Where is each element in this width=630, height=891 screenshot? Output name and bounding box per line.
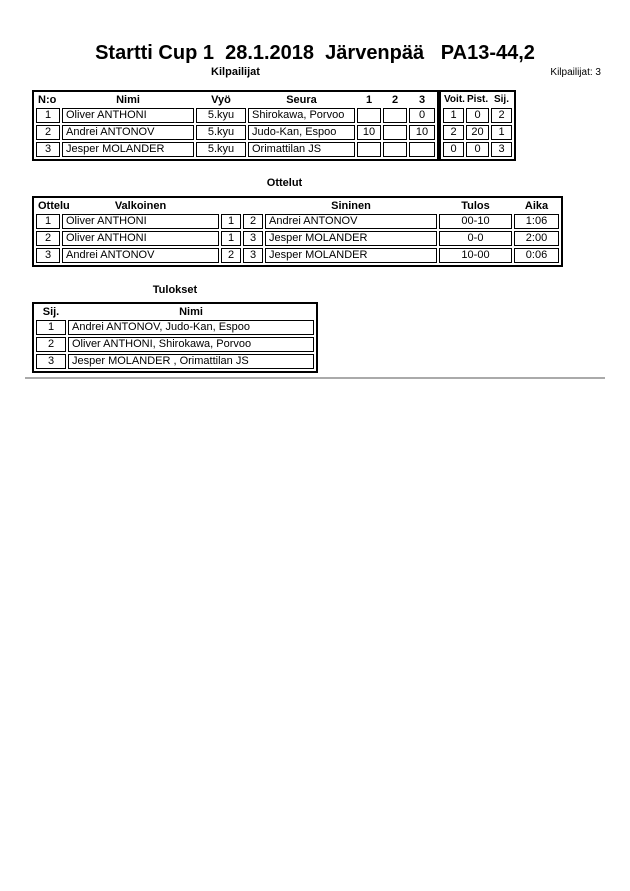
col-header-white: Valkoinen <box>114 200 167 212</box>
place-cell: 3 <box>36 354 66 369</box>
white-number-cell: 2 <box>221 248 241 263</box>
blue-player-cell: Jesper MOLANDER <box>265 248 437 263</box>
col-header-round3: 3 <box>418 94 426 106</box>
place-cell: 2 <box>36 337 66 352</box>
col-header-match: Ottelu <box>38 200 70 212</box>
result-name-cell: Jesper MOLANDER , Orimattilan JS <box>68 354 314 369</box>
blue-player-cell: Andrei ANTONOV <box>265 214 437 229</box>
matches-section-label: Ottelut <box>266 177 303 189</box>
round1-score-cell <box>357 108 381 123</box>
match-number-cell: 2 <box>36 231 60 246</box>
competitors-table <box>32 90 439 161</box>
round3-score-cell <box>409 142 435 157</box>
round3-score-cell: 0 <box>409 108 435 123</box>
competitor-belt-cell: 5.kyu <box>196 108 246 123</box>
competitor-number-cell: 1 <box>36 108 60 123</box>
points-cell: 0 <box>466 108 489 123</box>
table-row <box>36 248 559 263</box>
separator-line <box>25 377 605 379</box>
blue-player-cell: Jesper MOLANDER <box>265 231 437 246</box>
results-tables <box>32 302 318 373</box>
table-row <box>443 125 512 140</box>
col-header-club: Seura <box>286 94 317 106</box>
table-header-row <box>36 200 559 212</box>
col-header-place: Sij. <box>493 94 509 105</box>
round1-score-cell <box>357 142 381 157</box>
col-header-spacer <box>243 200 263 212</box>
results-table <box>32 302 318 373</box>
competitor-club-cell: Orimattilan JS <box>248 142 355 157</box>
wins-cell: 1 <box>443 108 464 123</box>
place-cell: 2 <box>491 108 512 123</box>
matches-tables <box>32 196 563 267</box>
table-row <box>36 214 559 229</box>
white-number-cell: 1 <box>221 231 241 246</box>
wins-cell: 0 <box>443 142 464 157</box>
table-header-row <box>36 94 435 106</box>
white-player-cell: Oliver ANTHONI <box>62 231 219 246</box>
competitors-stats-table <box>439 90 516 161</box>
matches-table <box>32 196 563 267</box>
time-cell: 2:00 <box>514 231 559 246</box>
col-header-name: Nimi <box>116 94 140 106</box>
white-player-cell: Oliver ANTHONI <box>62 214 219 229</box>
col-header-place: Sij. <box>42 306 60 318</box>
competitor-number-cell: 3 <box>36 142 60 157</box>
points-cell: 0 <box>466 142 489 157</box>
wins-cell: 2 <box>443 125 464 140</box>
result-cell: 00-10 <box>439 214 512 229</box>
col-header-round1: 1 <box>365 94 373 106</box>
result-cell: 10-00 <box>439 248 512 263</box>
page-title: Startti Cup 1 28.1.2018 Järvenpää PA13-44,2 <box>95 42 535 64</box>
white-number-cell: 1 <box>221 214 241 229</box>
table-row <box>36 125 435 140</box>
competitor-belt-cell: 5.kyu <box>196 125 246 140</box>
col-header-belt: Vyö <box>211 94 231 106</box>
competitor-name-cell: Jesper MOLANDER <box>62 142 194 157</box>
table-row <box>36 320 314 335</box>
competitor-name-cell: Andrei ANTONOV <box>62 125 194 140</box>
table-header-row <box>443 94 512 106</box>
table-row <box>36 337 314 352</box>
competitors-count: Kilpailijat: 3 <box>550 67 601 78</box>
competitor-club-cell: Shirokawa, Porvoo <box>248 108 355 123</box>
table-row <box>36 108 435 123</box>
time-cell: 1:06 <box>514 214 559 229</box>
col-header-time: Aika <box>524 200 549 212</box>
round1-score-cell: 10 <box>357 125 381 140</box>
table-row <box>36 354 314 369</box>
match-number-cell: 1 <box>36 214 60 229</box>
table-header-row <box>36 306 314 318</box>
col-header-result: Tulos <box>461 200 490 212</box>
round2-score-cell <box>383 142 407 157</box>
blue-number-cell: 3 <box>243 248 263 263</box>
place-cell: 1 <box>36 320 66 335</box>
table-row <box>443 108 512 123</box>
round3-score-cell: 10 <box>409 125 435 140</box>
col-header-wins: Voit. <box>444 94 465 105</box>
table-row <box>36 142 435 157</box>
match-number-cell: 3 <box>36 248 60 263</box>
table-row <box>36 231 559 246</box>
result-name-cell: Andrei ANTONOV, Judo-Kan, Espoo <box>68 320 314 335</box>
round2-score-cell <box>383 125 407 140</box>
col-header-blue: Sininen <box>331 200 371 212</box>
result-name-cell: Oliver ANTHONI, Shirokawa, Porvoo <box>68 337 314 352</box>
results-section-label: Tulokset <box>152 284 198 296</box>
time-cell: 0:06 <box>514 248 559 263</box>
white-player-cell: Andrei ANTONOV <box>62 248 219 263</box>
competitor-number-cell: 2 <box>36 125 60 140</box>
competitor-name-cell: Oliver ANTHONI <box>62 108 194 123</box>
competitor-club-cell: Judo-Kan, Espoo <box>248 125 355 140</box>
col-header-points: Pist. <box>467 94 489 105</box>
competitors-section-label: Kilpailijat <box>211 66 260 78</box>
col-header-name: Nimi <box>179 306 203 318</box>
place-cell: 1 <box>491 125 512 140</box>
col-header-round2: 2 <box>391 94 399 106</box>
competitor-belt-cell: 5.kyu <box>196 142 246 157</box>
result-cell: 0-0 <box>439 231 512 246</box>
points-cell: 20 <box>466 125 489 140</box>
col-header-spacer <box>221 200 241 212</box>
competitors-tables <box>32 90 516 161</box>
blue-number-cell: 2 <box>243 214 263 229</box>
place-cell: 3 <box>491 142 512 157</box>
round2-score-cell <box>383 108 407 123</box>
blue-number-cell: 3 <box>243 231 263 246</box>
table-row <box>443 142 512 157</box>
col-header-no: N:o <box>38 94 57 106</box>
